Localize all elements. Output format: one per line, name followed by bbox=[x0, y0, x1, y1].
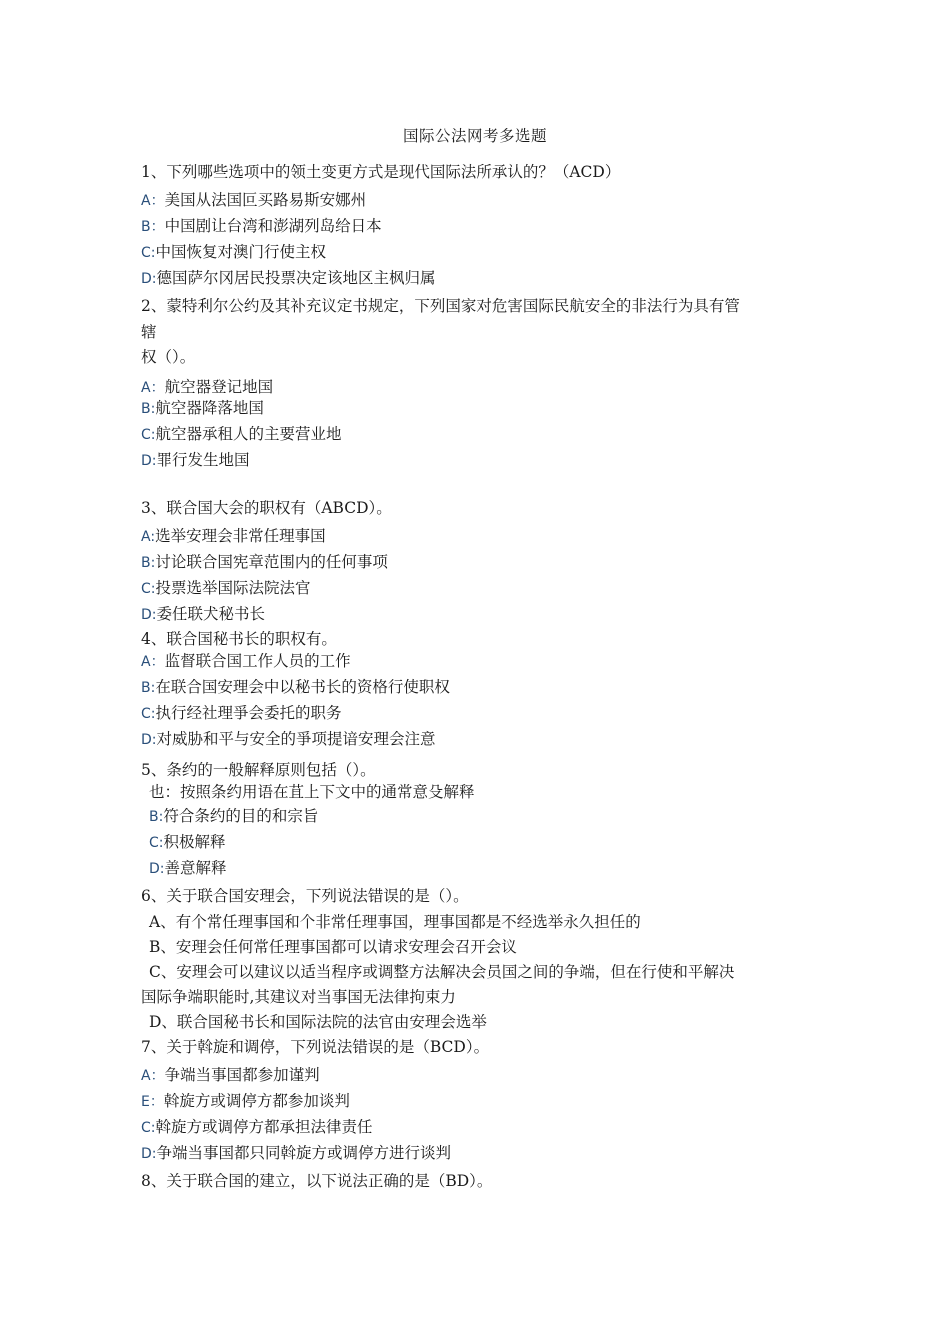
q6-option-c-line-2: 国际争端职能时,其建议对当事国无法律拘束力 bbox=[141, 988, 456, 1006]
option-label: C: bbox=[141, 427, 156, 443]
option-text: 监督联合国工作人员的工作 bbox=[164, 652, 351, 670]
q4-option-a bbox=[141, 651, 351, 672]
q5-option-a bbox=[149, 782, 475, 802]
option-text: 委任联犬秘书长 bbox=[156, 605, 266, 623]
option-text: 符合条约的目的和宗旨 bbox=[163, 807, 319, 825]
question-4: 4、联合国秘书长的职权有。 bbox=[141, 630, 337, 648]
option-label: B: bbox=[141, 555, 156, 571]
option-text: 争端当事国都参加谨判 bbox=[164, 1066, 320, 1084]
option-label: D: bbox=[141, 271, 157, 287]
q6-option-a: A、有个常任理事国和个非常任理事国，理事国都是不经选举永久担任的 bbox=[149, 913, 641, 931]
q5-option-c bbox=[149, 832, 226, 853]
q7-option-b bbox=[141, 1091, 350, 1112]
question-2-line-3: 权（）。 bbox=[141, 348, 196, 366]
option-text: 投票选举国际法院法官 bbox=[155, 579, 311, 597]
option-label: B: bbox=[141, 680, 156, 696]
q4-option-c bbox=[141, 703, 342, 724]
q1-option-a bbox=[141, 190, 366, 211]
option-label: A： bbox=[141, 654, 165, 670]
q1-option-d bbox=[141, 268, 436, 289]
option-text: 斡旋方或调停方都参加谈判 bbox=[163, 1092, 350, 1110]
option-label: A： bbox=[141, 193, 165, 209]
option-text: 选举安理会非常任理事国 bbox=[155, 527, 326, 545]
option-label: B: bbox=[141, 401, 156, 417]
option-label: C: bbox=[141, 581, 156, 597]
q2-option-c bbox=[141, 424, 342, 445]
option-text: 对威胁和平与安全的爭项提谙安理会注意 bbox=[156, 730, 436, 748]
option-label: E： bbox=[141, 1094, 164, 1110]
q7-option-a bbox=[141, 1065, 320, 1086]
q5-option-d bbox=[149, 858, 227, 879]
option-text: 执行经社理爭会委托的职务 bbox=[155, 704, 342, 722]
option-label: D: bbox=[141, 1146, 157, 1162]
q5-option-b bbox=[149, 806, 318, 827]
q7-option-d bbox=[141, 1143, 451, 1164]
option-label: A： bbox=[141, 1068, 165, 1084]
option-label: D: bbox=[149, 861, 165, 877]
q4-option-d bbox=[141, 729, 436, 750]
option-label: C: bbox=[141, 706, 156, 722]
q6-option-c-line-1: C、安理会可以建议以适当程序或调整方法解决会员国之间的争端，但在行使和平解决 bbox=[149, 963, 735, 981]
option-text: 中国恢复对澳门行使主权 bbox=[155, 243, 327, 261]
option-text: 美国从法国叵买路易斯安娜州 bbox=[164, 191, 367, 209]
option-text: 斡旋方或调停方都承担法律责任 bbox=[155, 1118, 373, 1136]
option-text: 在联合国安理会中以秘书长的资格行使职权 bbox=[155, 678, 450, 696]
option-label: D: bbox=[141, 607, 157, 623]
option-label: A: bbox=[141, 529, 156, 545]
q3-option-c bbox=[141, 578, 311, 599]
option-label: B: bbox=[149, 809, 164, 825]
question-2-line-2: 辖 bbox=[141, 323, 157, 341]
option-label: C: bbox=[141, 1120, 156, 1136]
q7-option-c bbox=[141, 1117, 373, 1138]
q6-option-b: B、安理会任何常任理事国都可以请求安理会召开会议 bbox=[149, 938, 517, 956]
question-3: 3、联合国大会的职权有（ABCD）。 bbox=[141, 499, 392, 517]
question-8: 8、关于联合国的建立，以下说法正确的是（BD）。 bbox=[141, 1172, 493, 1190]
option-label: D: bbox=[141, 732, 157, 748]
option-text: 航空器降落地国 bbox=[155, 399, 264, 417]
q2-option-b bbox=[141, 398, 264, 419]
question-1: 1、下列哪些选项中的领土变更方式是现代国际法所承认的？（ACD） bbox=[141, 163, 621, 181]
question-2-line-1: 2、蒙特利尔公约及其补充议定书规定，下列国家对危害国际民航安全的非法行为具有管 bbox=[141, 297, 740, 315]
option-text: 积极解释 bbox=[163, 833, 226, 851]
q6-option-d: D、联合国秘书长和国际法院的法官由安理会选举 bbox=[149, 1013, 487, 1031]
q1-option-c bbox=[141, 242, 326, 263]
option-text: 讨论联合国宪章范围内的任何事项 bbox=[155, 553, 388, 571]
q2-option-d bbox=[141, 450, 250, 471]
option-text: 罪行发生地国 bbox=[156, 451, 250, 469]
option-text: 也：按照条约用语在苴上下文中的通常意殳解释 bbox=[149, 783, 475, 801]
option-text: 航空器登记地国 bbox=[164, 378, 274, 396]
option-label: A： bbox=[141, 380, 165, 396]
question-7: 7、关于斡旋和调停，下列说法错误的是（BCD）。 bbox=[141, 1038, 490, 1056]
option-text: 德国萨尔冈居民投票决定该地区主枫归属 bbox=[156, 269, 436, 287]
question-5: 5、条约的一般解释原则包括（）。 bbox=[141, 761, 376, 779]
option-text: 善意解释 bbox=[164, 859, 227, 877]
option-label: B： bbox=[141, 219, 165, 235]
document-title: 国际公法网考多选题 bbox=[402, 127, 547, 145]
q3-option-a bbox=[141, 526, 326, 547]
question-6: 6、关于联合国安理会，下列说法错误的是（）。 bbox=[141, 887, 469, 905]
option-text: 中国剧让台湾和澎湖列岛给日本 bbox=[164, 217, 382, 235]
option-text: 航空器承租人的主要营业地 bbox=[155, 425, 342, 443]
q3-option-b bbox=[141, 552, 388, 573]
q2-option-a bbox=[141, 377, 273, 398]
q3-option-d bbox=[141, 604, 265, 625]
option-label: D: bbox=[141, 453, 157, 469]
q1-option-b bbox=[141, 216, 382, 237]
option-text: 争端当事国都只同斡旋方或调停方进行谈判 bbox=[156, 1144, 452, 1162]
option-label: C: bbox=[149, 835, 164, 851]
q4-option-b bbox=[141, 677, 450, 698]
option-label: C: bbox=[141, 245, 156, 261]
